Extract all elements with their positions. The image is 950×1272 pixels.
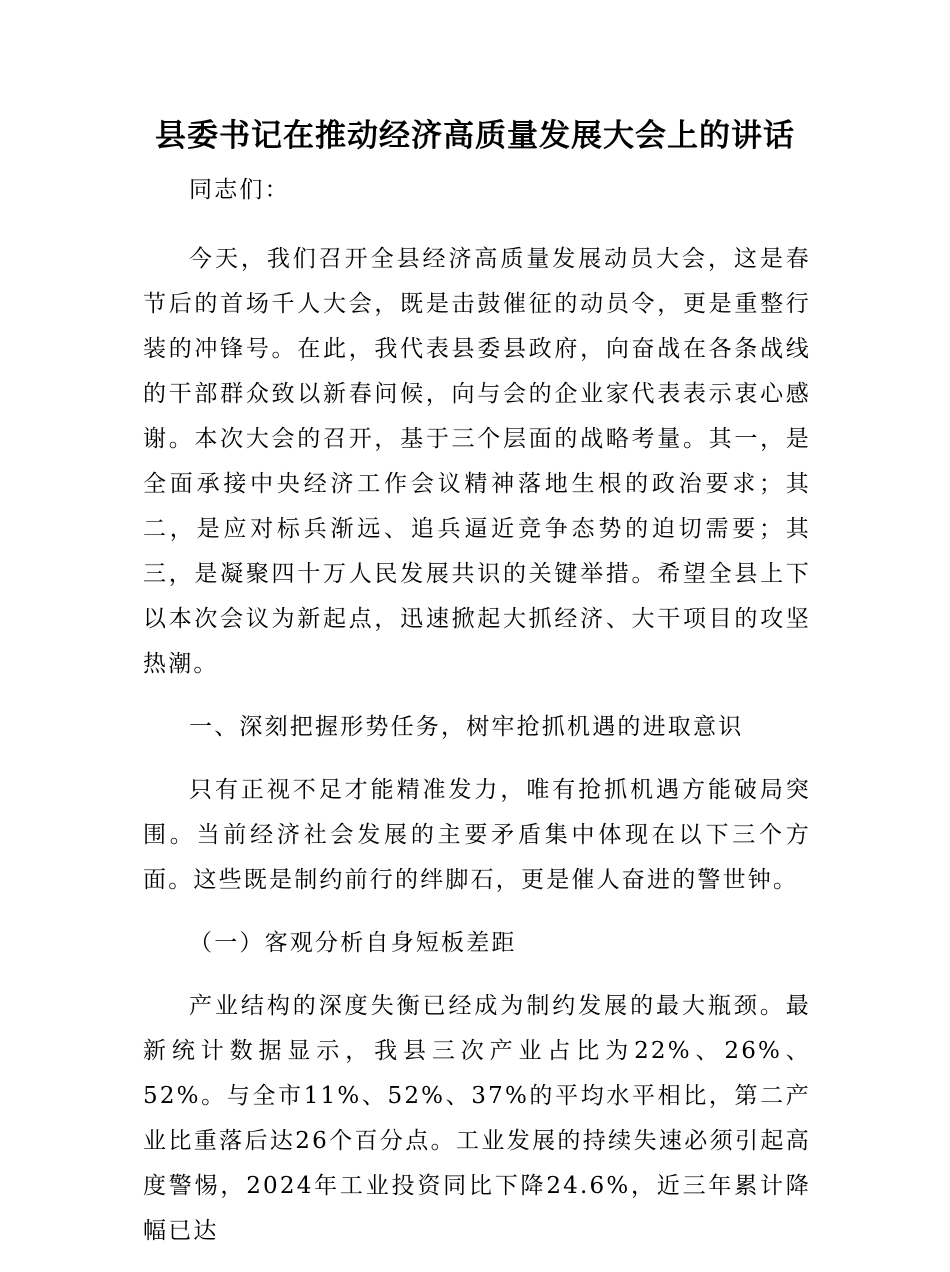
section-paragraph: 只有正视不足才能精准发力，唯有抢抓机遇方能破局突围。当前经济社会发展的主要矛盾集中体现在以下三个方面。这些既是制约前行的绊脚石，更是催人奋进的警世钟。 <box>143 777 811 893</box>
document-title: 县委书记在推动经济高质量发展大会上的讲话 <box>155 118 795 154</box>
intro-paragraph: 今天，我们召开全县经济高质量发展动员大会，这是春节后的首场千人大会，既是击鼓催征的动员令，更是重整行装的冲锋号。在此，我代表县委县政府，向奋战在各条战线的干部群众致以新春问候，向与会的企业家代表表示衷心感谢。本次大会的召开，基于三个层面的战略考量。其一，是全面承接中央经济工作会议精神落地生根的政治要求；其二，是应对标兵渐远、追兵逼近竞争态势的迫切需要；其三，是凝聚四十万人民发展共识的关键举措。希望全县上下以本次会议为新起点，迅速掀起大抓经济、大干项目的攻坚热潮。 <box>143 246 811 677</box>
salutation: 同志们： <box>189 177 290 203</box>
subsection-paragraph: 产业结构的深度失衡已经成为制约发展的最大瓶颈。最新统计数据显示，我县三次产业占比为22%、26%、52%。与全市11%、52%、37%的平均水平相比，第二产业比重落后达26个百分点。工业发展的持续失速必须引起高度警惕，2024年工业投资同比下降24.6%，近三年累计降幅已达 <box>143 993 811 1244</box>
section-heading: 一、深刻把握形势任务，树牢抢抓机遇的进取意识 <box>189 714 744 740</box>
document-body <box>143 168 811 1272</box>
subsection-heading: （一）客观分析自身短板差距 <box>189 930 517 956</box>
